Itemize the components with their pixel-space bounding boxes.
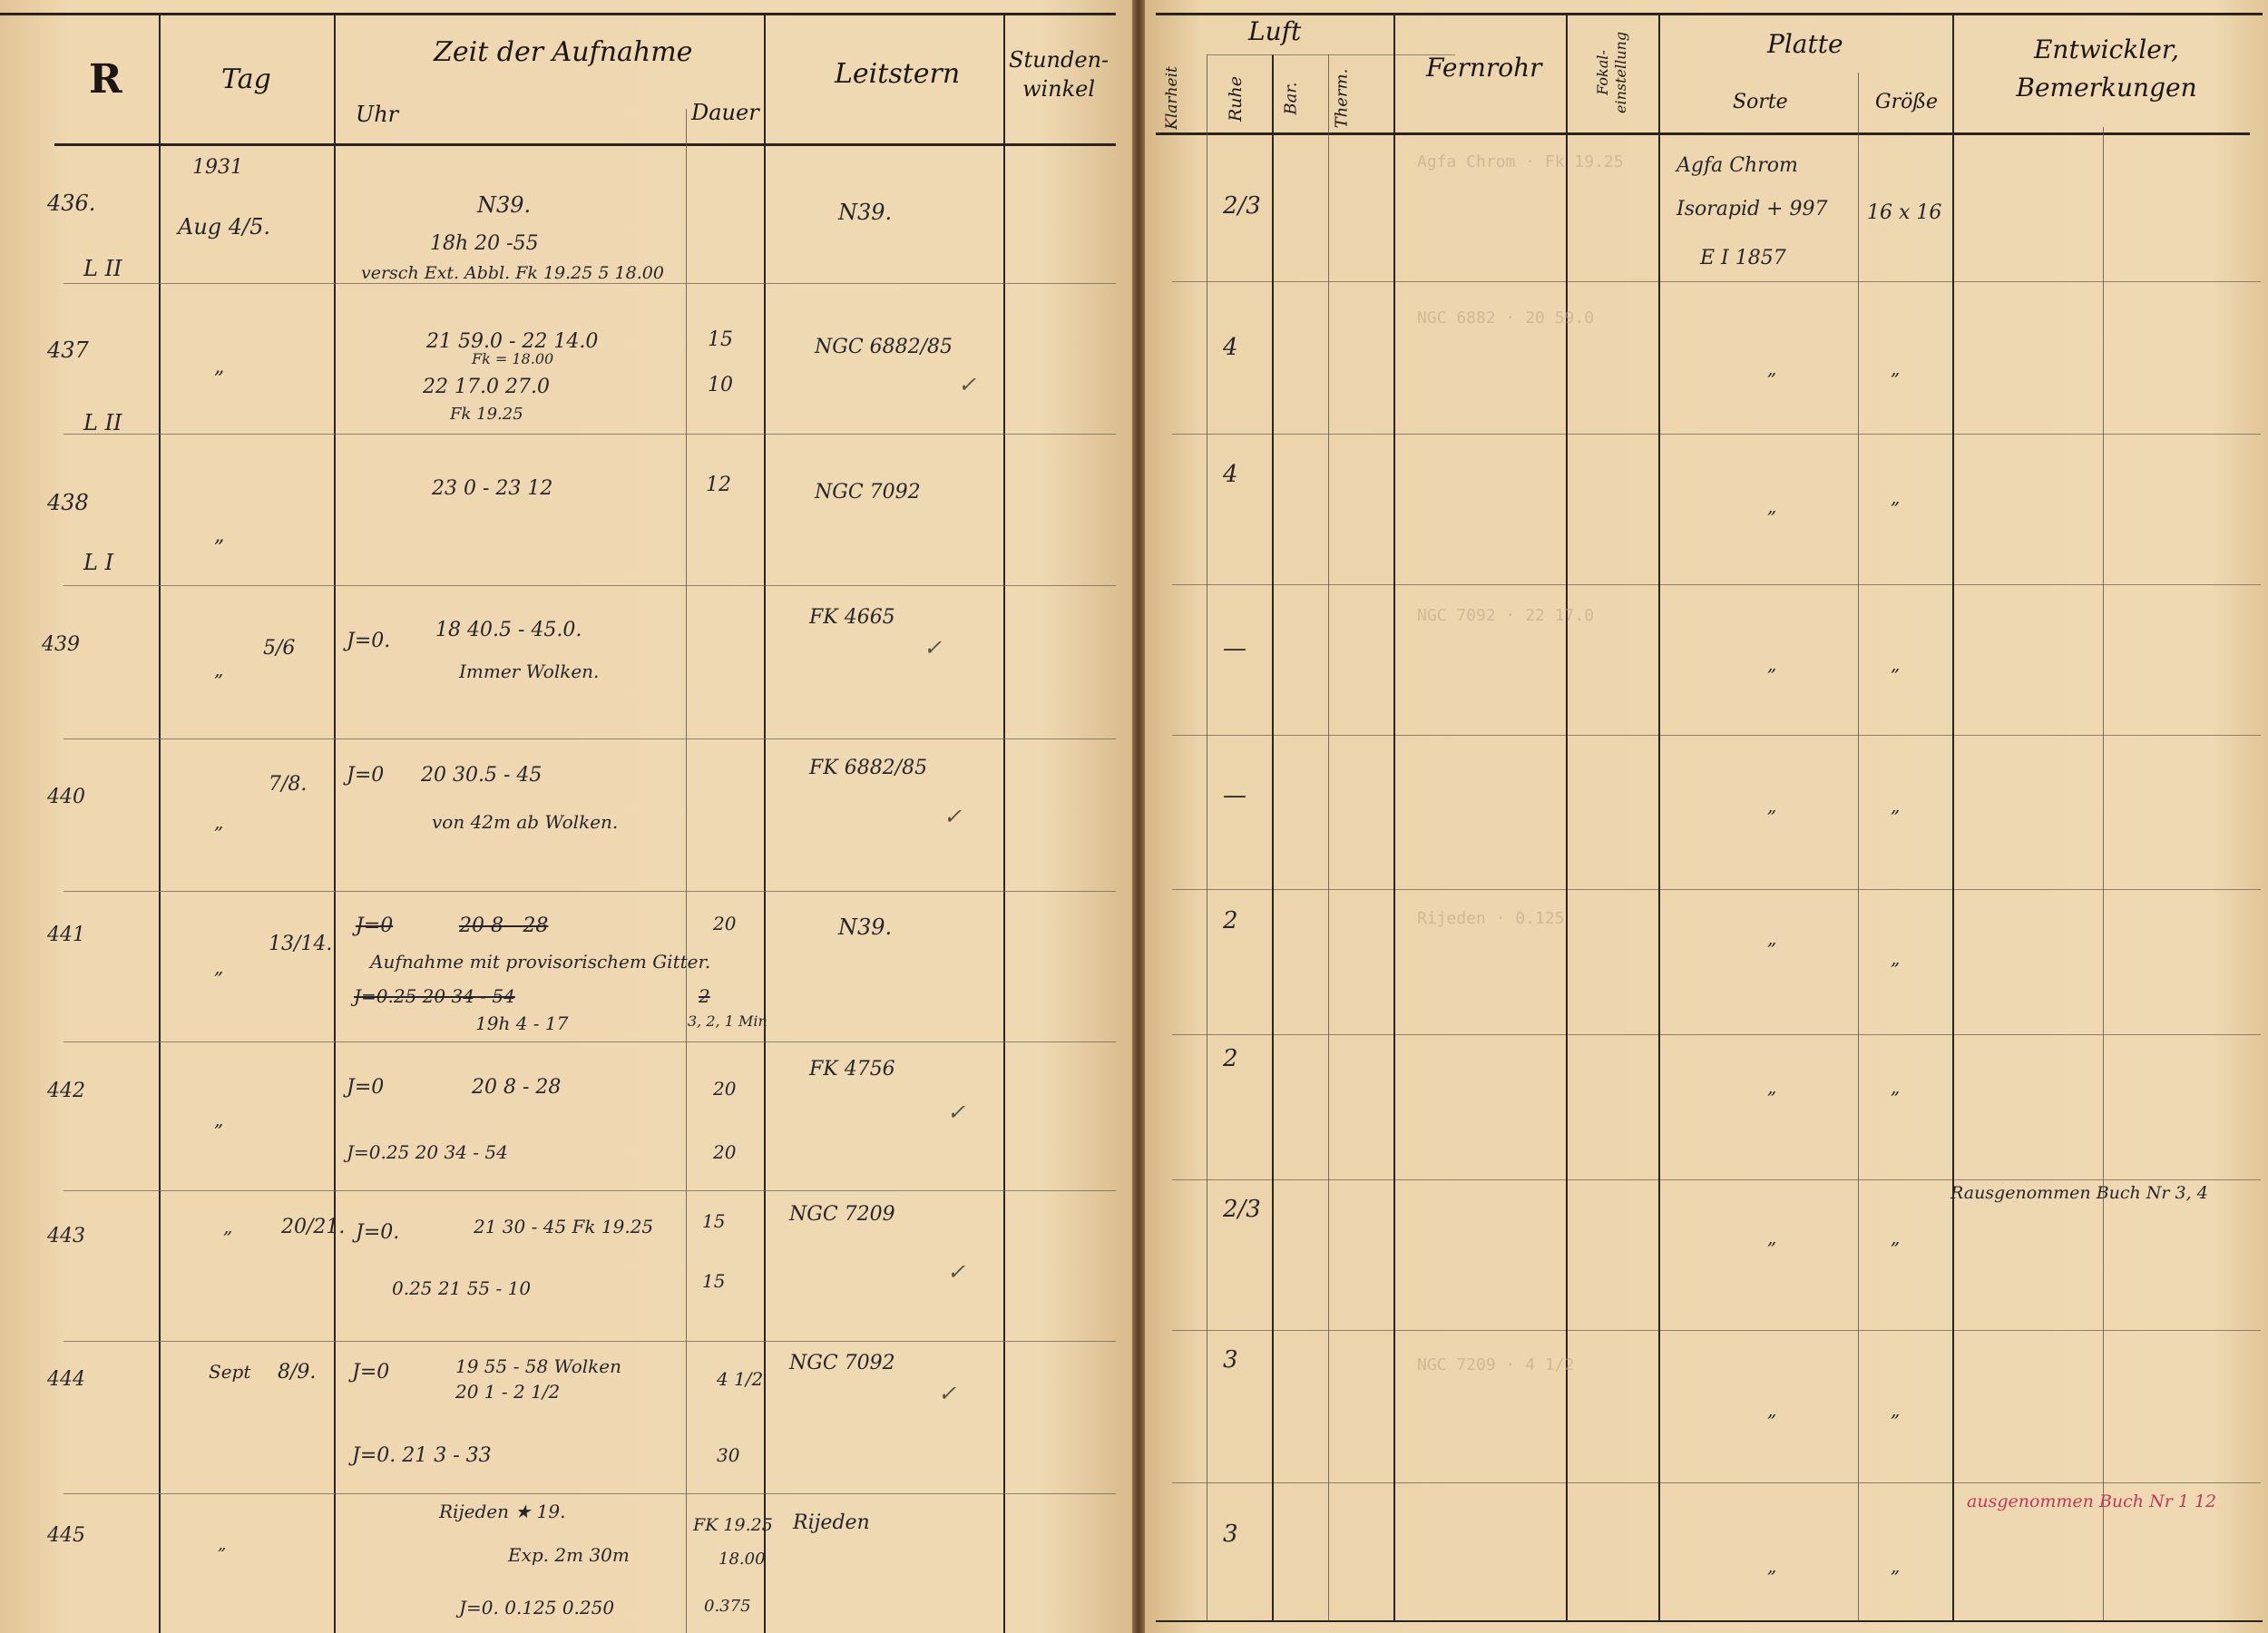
row-uhr-1: 20 30.5 - 45 [421,764,543,787]
check-mark: ✓ [943,804,963,829]
row-sorte-1: „ [1767,795,1777,816]
header-fokal: Fokal- einstellung [1594,31,1629,113]
row-ruhe: 2/3 [1223,1196,1261,1223]
row-rule [1172,1034,2261,1035]
row-dauer-2: 10 [708,374,733,396]
row-groesse: „ [1891,1555,1901,1577]
header-r: R [89,56,122,103]
row-groesse: „ [1891,947,1901,969]
row-dauer-2: 2 [699,985,710,1007]
row-ruhe: 2 [1223,907,1238,934]
check-mark: ✓ [947,1100,966,1125]
header-zeit: Zeit der Aufnahme [434,36,693,68]
header-platte: Platte [1767,29,1843,59]
row-leitstern: FK 4665 [809,606,895,629]
row-uhr-3: J=0. 21 3 - 33 [352,1444,492,1467]
right-page [1145,0,2268,1633]
row-tag-2: 5/6 [263,637,296,660]
row-nr: 445 [47,1524,85,1547]
row-groesse: „ [1891,1076,1901,1098]
row-rule [64,434,1116,435]
row-dauer-3: 0.375 [704,1597,751,1616]
row-uhr-2: 22 17.0 27.0 [423,376,550,398]
col-rule-platte [1952,15,1954,1620]
row-sub: L I [83,550,114,575]
row-leitstern: FK 6882/85 [809,757,928,779]
row-tag: Aug 4/5. [178,214,271,240]
row-rule [1172,1330,2261,1331]
bleed-through: NGC 7209 · 4 1/2 [1417,1355,1575,1374]
bleed-through: Rijeden · 0.125 [1417,909,1565,928]
row-rule [1172,1482,2261,1483]
row-tag: „ [218,1535,227,1554]
row-rule [64,1190,1116,1191]
row-nr: 444 [47,1368,85,1391]
row-uhr-0: J=0 [352,1361,390,1384]
row-dauer-3: 3, 2, 1 Min [688,1012,767,1030]
row-uhr-0: J=0. [347,630,391,652]
row-leitstern: NGC 7092 [815,481,921,504]
header-fernrohr: Fernrohr [1426,53,1542,83]
row-uhr-2: Immer Wolken. [459,660,600,682]
row-uhr-2: Exp. 2m 30m [508,1544,630,1566]
col-rule-leitstern [764,15,766,1633]
row-ruhe: 2 [1223,1045,1238,1072]
row-uhr-1: 21 59.0 - 22 14.0 [426,330,599,353]
row-nr: 438 [47,490,89,515]
check-mark: ✓ [958,372,977,397]
row-groesse: „ [1891,357,1901,379]
row-nr: 439 [42,633,80,656]
row-rule [1172,434,2261,435]
row-sorte-2: Isorapid + 997 [1677,198,1828,220]
row-sorte-1: „ [1767,1076,1777,1098]
row-tag: „ [214,659,224,680]
header-ruhe: Ruhe [1226,75,1246,122]
row-tag-2: 20/21. [281,1216,346,1238]
row-sorte-1: „ [1767,653,1777,675]
row-uhr-1: 20 8 - 28 [459,914,549,937]
row-sorte-1: „ [1767,495,1777,517]
row-sorte-1: „ [1767,357,1777,379]
col-rule-therm [1393,15,1395,1620]
row-uhr-1b: Fk = 18.00 [472,350,554,367]
header-leitstern: Leitstern [835,58,961,90]
row-uhr-1: 20 8 - 28 [472,1076,562,1099]
check-mark: ✓ [924,635,943,660]
book-gutter [1132,0,1145,1633]
row-uhr-3: Fk 19.25 [450,405,523,424]
row-nr: 441 [47,924,85,946]
check-mark: ✓ [938,1381,957,1406]
row-uhr-1: 19 55 - 58 Wolken [455,1355,622,1377]
check-mark: ✓ [947,1259,966,1285]
row-groesse: „ [1891,1227,1901,1248]
row-leitstern: NGC 7092 [789,1352,895,1374]
row-leitstern: FK 4756 [809,1058,895,1081]
bleed-through: NGC 6882 · 20 59.0 [1417,308,1595,328]
row-dauer-1: 20 [713,913,737,934]
header-klarheit: Klarheit [1163,66,1181,130]
col-rule-stundenwinkel [1003,15,1005,1633]
row-leitstern: N39. [838,200,893,225]
row-tag-2: 7/8. [269,773,308,796]
row-nr: 436. [47,191,96,216]
row-dauer-1: 4 1/2 [717,1368,764,1390]
row-rule [1172,1179,2261,1180]
row-rule [64,1341,1116,1342]
row-dauer-2: 18.00 [719,1550,766,1569]
row-tag: „ [214,956,224,978]
bleed-through: NGC 7092 · 22 17.0 [1417,606,1595,625]
bleed-through: Agfa Chrom · Fk 19.25 [1417,152,1624,171]
row-sorte-1: Agfa Chrom [1677,154,1798,177]
row-uhr-2: von 42m ab Wolken. [432,811,619,833]
row-dauer-2: 30 [717,1444,740,1466]
row-ruhe: 4 [1223,334,1238,361]
row-uhr-3: 0.25 21 55 - 10 [392,1277,532,1299]
col-rule-zeit [334,15,336,1633]
row-ruhe: 4 [1223,461,1238,488]
row-uhr-3: J=0. 0.125 0.250 [459,1597,615,1618]
row-nr: 443 [47,1225,85,1247]
row-sub: L II [83,256,122,281]
row-leitstern: NGC 6882/85 [815,336,953,358]
row-sorte-1: „ [1767,927,1777,949]
row-tag: „ [214,524,225,547]
header-rule [54,143,1116,146]
header-entwickler: Entwickler, Bemerkungen [2016,34,2197,103]
row-rule [64,283,1116,284]
row-rule [64,738,1116,739]
row-nr: 440 [47,786,85,808]
row-sorte-3: E I 1857 [1700,247,1786,269]
header-luft: Luft [1248,16,1302,46]
row-dauer-2: 20 [713,1141,737,1163]
row-sub: L II [83,410,122,435]
header-groesse: Größe [1875,91,1939,113]
row-uhr-1b: 20 1 - 2 1/2 [455,1381,561,1403]
col-rule-ruhe [1272,54,1274,1620]
row-rule [1172,584,2261,585]
header-stundenwinkel: Stunden- winkel [1009,47,1110,102]
header-tag: Tag [221,64,271,95]
bottom-rule [1156,1620,2263,1622]
top-rule [0,13,1116,15]
row-groesse: „ [1891,795,1901,816]
row-uhr-4: 19h 4 - 17 [475,1012,569,1034]
row-rule [1172,889,2261,890]
row-bemerkung-red: ausgenommen Buch Nr 1 12 [1967,1491,2217,1511]
row-groesse: „ [1891,486,1901,508]
row-rule [1172,735,2261,736]
row-uhr-2: 18h 20 -55 [430,232,539,255]
row-leitstern: NGC 7209 [789,1203,895,1226]
row-groesse: „ [1891,653,1901,675]
col-rule-bar [1328,54,1329,1620]
row-ruhe: — [1223,635,1246,662]
left-page [0,0,1132,1633]
row-uhr-1: 23 0 - 23 12 [432,477,553,500]
row-rule [64,585,1116,586]
row-dauer-1: 15 [708,328,733,351]
row-uhr-1: N39. [477,192,532,218]
col-rule-fernrohr [1566,15,1568,1620]
row-uhr-1: 18 40.5 - 45.0. [435,619,582,641]
row-ruhe: 2/3 [1223,192,1261,220]
top-rule [1156,13,2263,15]
row-uhr-0: J=0 [356,914,394,937]
row-rule [64,1493,1116,1494]
row-rule [64,1041,1116,1042]
row-nr: 437 [47,337,89,363]
row-rule [1172,281,2261,282]
row-sorte-1: „ [1767,1227,1777,1248]
row-dauer-1: 20 [713,1078,737,1100]
row-tag-2: 13/14. [269,933,333,955]
row-uhr-0: J=0 [347,764,385,787]
row-uhr-1: 21 30 - 45 Fk 19.25 [474,1216,654,1237]
header-bar: Bar. [1281,82,1301,115]
row-groesse: „ [1891,1399,1901,1421]
row-leitstern: N39. [838,914,893,940]
row-year: 1931 [192,156,243,179]
row-uhr-3: versch Ext. Abbl. Fk 19.25 5 18.00 [361,263,664,283]
col-rule-tag [159,15,161,1633]
row-tag: Sept [209,1361,251,1383]
row-sorte-1: „ [1767,1399,1777,1421]
row-tag: „ [214,1109,224,1130]
row-ruhe: 3 [1223,1346,1238,1374]
row-tag: „ [223,1216,233,1237]
col-rule-bem [2103,127,2104,1620]
row-sorte-1: „ [1767,1555,1777,1577]
col-rule-dauer [686,109,687,1633]
row-uhr-0: J=0 [347,1076,385,1099]
header-dauer: Dauer [691,100,759,125]
row-uhr-0: J=0. [356,1221,400,1244]
row-uhr-2: Aufnahme mit provisorischem Gitter. [370,951,711,973]
row-uhr-3: J=0.25 20 34 - 54 [347,1141,508,1163]
row-uhr-1: Rijeden ★ 19. [439,1501,566,1522]
row-groesse: 16 x 16 [1867,201,1942,224]
row-dauer-1: 15 [702,1210,726,1232]
row-tag: „ [214,356,225,378]
luft-subrule [1207,54,1455,55]
row-bemerkung: Rausgenommen Buch Nr 3, 4 [1950,1183,2208,1203]
header-therm: Therm. [1332,68,1352,129]
header-rule [1156,132,2250,135]
row-dauer-2: 15 [702,1270,726,1292]
row-ruhe: — [1223,782,1246,809]
col-rule-sorte [1858,73,1859,1620]
row-ruhe: 3 [1223,1521,1238,1548]
row-leitstern: Rijeden [793,1511,870,1534]
row-nr: 442 [47,1080,85,1102]
row-tag: „ [214,811,224,833]
row-dauer-1: 12 [706,474,731,496]
row-uhr-3: J=0.25 20 34 - 54 [354,985,515,1007]
col-rule-fokal [1658,15,1660,1620]
row-tag-2: 8/9. [278,1361,317,1384]
row-rule [64,891,1116,892]
header-sorte: Sorte [1733,91,1788,113]
header-uhr: Uhr [356,102,399,127]
row-dauer-1: FK 19.25 [693,1515,773,1535]
